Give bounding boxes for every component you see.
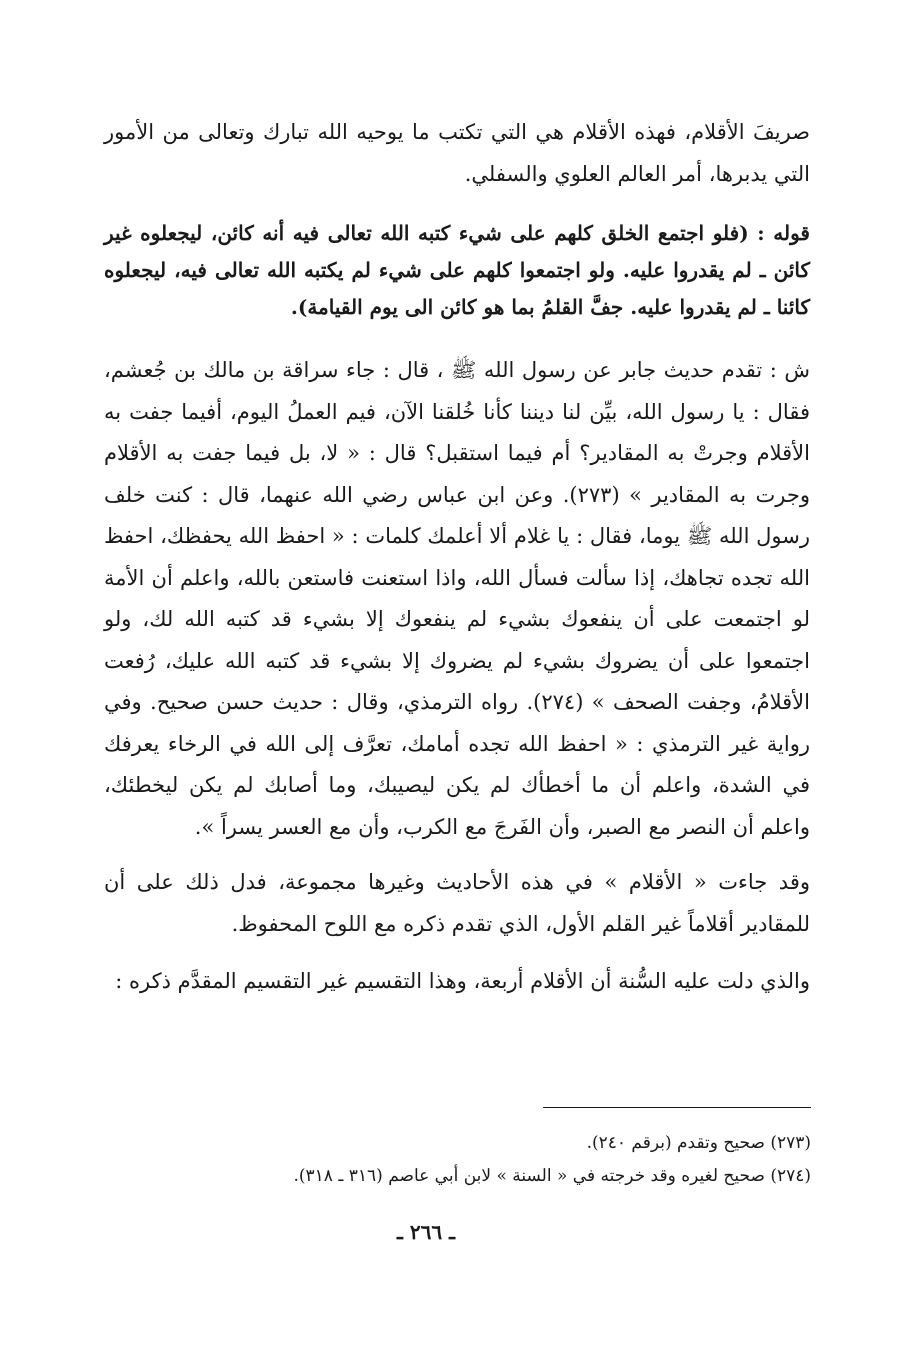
paragraph-5: والذي دلت عليه السُّنة أن الأقلام أربعة، وهذا التقسيم غير التقسيم المقدَّم ذكره : <box>115 969 810 993</box>
main-text <box>104 112 810 1003</box>
page-number: ـ ٢٦٦ ـ <box>397 1220 455 1244</box>
footnote-divider <box>543 1107 811 1108</box>
commentary-paragraph: ش : تقدم حديث جابر عن رسول الله ﷺ ، قال : جاء سراقة بن مالك بن جُعشم، فقال : يا رسول الله، بيِّن لنا ديننا كأنا خُلقنا الآن، فيم العملُ اليوم، أفيما جفت به الأقلام وجرتْ به المقادير؟ أم فيما استقبل؟ قال : « لا، بل فيما جفت به الأقلام وجرت به المقادير » (٢٧٣). وعن ابن عباس رضي الله عنهما، قال : كنت خلف رسول الله ﷺ يوما، فقال : يا غلام ألا أعلمك كلمات : « احفظ الله يحفظك، احفظ الله تجده تجاهك، إذا سألت فسأل الله، واذا استعنت فاستعن بالله، واعلم أن الأمة لو اجتمعت على أن ينفعوك بشيء لم ينفعوك إلا بشيء قد كتبه الله لك، ولو اجتمعوا على أن يضروك بشيء لم يضروك إلا بشيء قد كتبه الله عليك، رُفعت الأقلامُ، وجفت الصحف » (٢٧٤). رواه الترمذي، وقال : حديث حسن صحيح. وفي رواية غير الترمذي : « احفظ الله تجده أمامك، تعرَّف إلى الله في الرخاء يعرفك في الشدة، واعلم أن ما أخطأك لم يكن ليصيبك، وما أصابك لم يكن ليخطئك، واعلم أن النصر مع الصبر، وأن الفَرجَ مع الكرب، وأن مع العسر يسراً ». <box>104 358 810 839</box>
footnote-274: (٢٧٤) صحيح لغيره وقد خرجته في « السنة » لابن أبي عاصم (٣١٦ ـ ٣١٨). <box>293 1166 811 1186</box>
quoted-text-paragraph: قوله : (فلو اجتمع الخلق كلهم على شيء كتبه الله تعالى فيه أنه كائن، ليجعلوه غير كائن ـ لم يقدروا عليه. ولو اجتمعوا كلهم على شيء لم يكتبه الله تعالى فيه، ليجعلوه كائنا ـ لم يقدروا عليه. جفَّ القلمُ بما هو كائن الى يوم القيامة). <box>104 221 811 319</box>
paragraph-4: وقد جاءت « الأقلام » في هذه الأحاديث وغيرها مجموعة، فدل ذلك على أن للمقادير أقلاماً غير القلم الأول، الذي تقدم ذكره مع اللوح المحفوظ. <box>104 870 810 936</box>
footnotes <box>111 1127 811 1193</box>
paragraph-1: صريفَ الأقلام، فهذه الأقلام هي التي تكتب ما يوحيه الله تبارك وتعالى من الأمور التي يدبرها، أمر العالم العلوي والسفلي. <box>104 120 810 186</box>
footnote-273: (٢٧٣) صحيح وتقدم (برقم ٢٤٠). <box>586 1133 811 1153</box>
